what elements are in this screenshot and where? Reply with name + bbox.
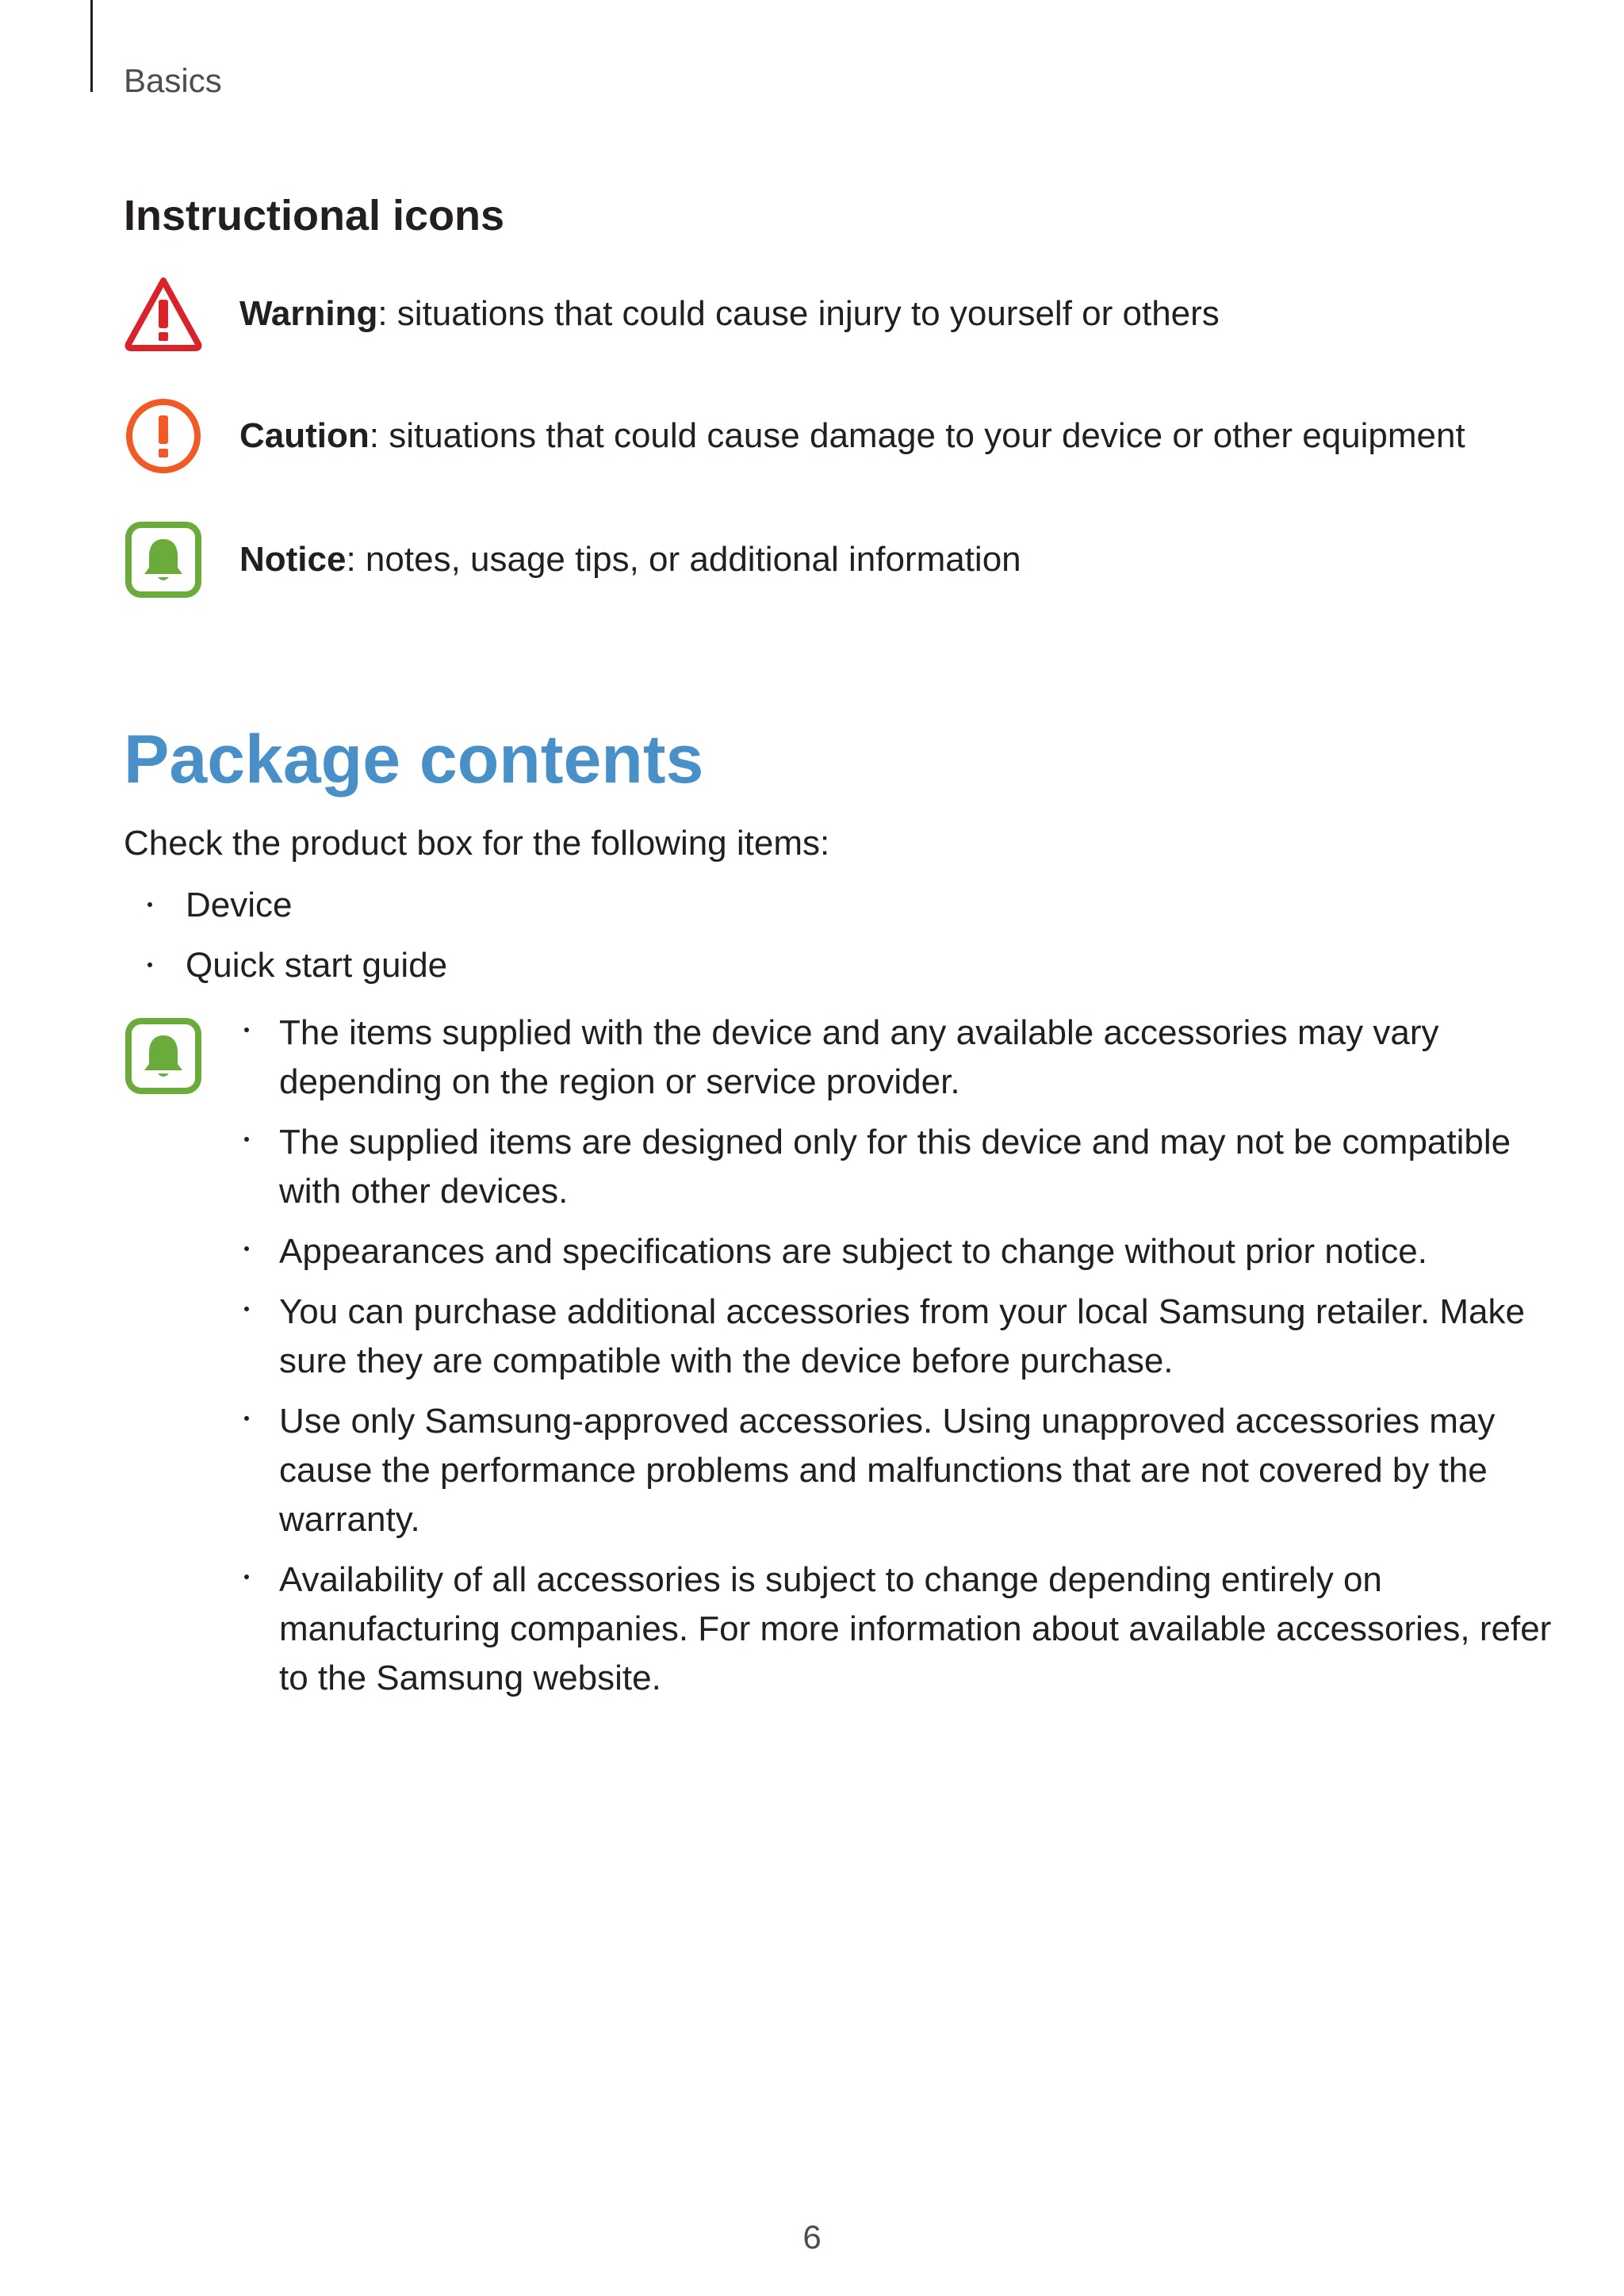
notice-row — [124, 520, 1551, 607]
notice-icon — [124, 520, 203, 599]
instructional-icons-heading: Instructional icons — [124, 192, 505, 239]
notice-item — [220, 1118, 1553, 1216]
caution-icon — [124, 396, 203, 476]
bullet — [244, 1307, 249, 1311]
bullet — [244, 1027, 249, 1032]
page-number: 6 — [802, 2218, 822, 2256]
section-label: Basics — [124, 62, 222, 99]
warning-icon — [124, 274, 203, 354]
notice-item-text: Availability of all accessories is subject to change depending entirely on manufacturing companies. For more information about available accessories, refer to the Samsung website. — [279, 1560, 1552, 1697]
notice-item — [220, 1288, 1553, 1386]
notice-item — [220, 1397, 1553, 1544]
bullet — [244, 1137, 249, 1142]
notice-item — [220, 1556, 1553, 1703]
notice-item — [220, 1008, 1553, 1107]
caution-text — [239, 414, 1465, 458]
notice-text — [239, 538, 1021, 582]
notice-item-text: Use only Samsung-approved accessories. Using unapproved accessories may cause the performance problems and malfunctions that are not covered by the warranty. — [279, 1402, 1496, 1539]
bullet — [147, 962, 152, 967]
warning-term: Warning — [239, 294, 378, 333]
notice-item-text: You can purchase additional accessories from your local Samsung retailer. Make sure they are compatible with the device before purchase. — [279, 1292, 1525, 1380]
notice-list — [220, 1008, 1553, 1714]
notice-item — [220, 1227, 1553, 1276]
caution-row — [124, 396, 1551, 484]
bullet — [244, 1246, 249, 1251]
notice-icon — [124, 1016, 203, 1096]
bullet — [147, 902, 152, 907]
notice-term: Notice — [239, 540, 347, 579]
warning-text — [239, 292, 1220, 336]
bullet — [244, 1416, 249, 1421]
bullet — [244, 1575, 249, 1579]
warning-description: : situations that could cause injury to yourself or others — [377, 294, 1220, 333]
notice-item-text: The items supplied with the device and any available accessories may vary depending on the region or service provider. — [279, 1013, 1439, 1101]
header-rule — [90, 0, 93, 92]
notice-description: : notes, usage tips, or additional information — [346, 540, 1021, 579]
list-item — [124, 943, 447, 988]
caution-description: : situations that could cause damage to your device or other equipment — [369, 416, 1465, 455]
list-item — [124, 883, 447, 928]
list-item-text: Device — [186, 886, 293, 924]
package-intro: Check the product box for the following items: — [124, 824, 830, 863]
warning-row — [124, 274, 1551, 362]
package-item-list — [124, 883, 447, 1004]
caution-term: Caution — [239, 416, 370, 455]
list-item-text: Quick start guide — [186, 946, 448, 985]
package-contents-heading: Package contents — [124, 721, 704, 798]
notice-item-text: Appearances and specifications are subject to change without prior notice. — [279, 1232, 1427, 1271]
notice-item-text: The supplied items are designed only for this device and may not be compatible with other devices. — [279, 1123, 1511, 1211]
